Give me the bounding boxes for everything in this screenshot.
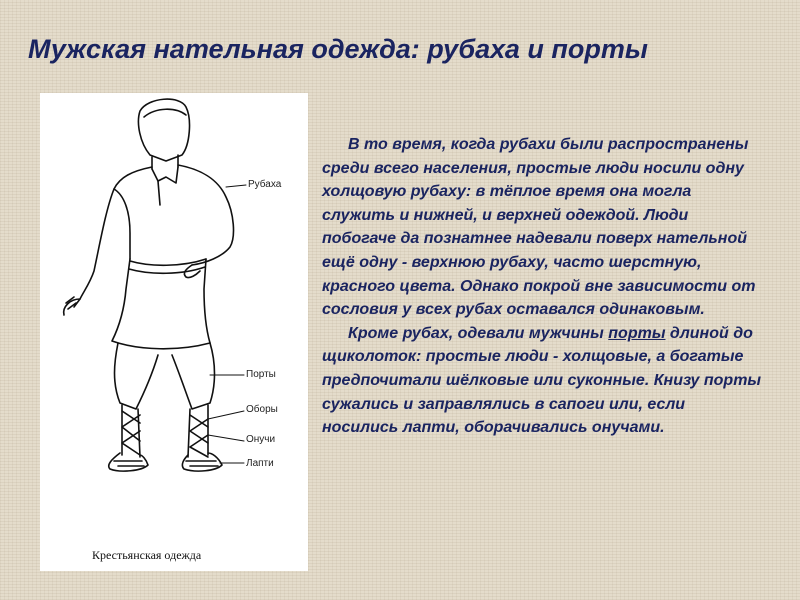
leader-rubakha — [226, 185, 246, 187]
shirt-left-arm — [80, 167, 152, 299]
peasant-figure-drawing — [40, 93, 308, 571]
porty-link[interactable]: порты — [608, 324, 666, 342]
label-lapti: Лапти — [246, 458, 274, 469]
head-outline — [138, 99, 189, 161]
paragraph-shirts: В то время, когда рубахи были распространены среди всего населения, простые люди носили одну холщовую рубаху: в тёплое время она могла служить и нижней, и верхней одеждой. Люди побогаче да познатнее надевали поверх нательной ещё одну - верхнюю рубаху, часто шерстную, красного цвета. Однако покрой вне зависимости от сословия у всех рубах оставался одинаковым. — [322, 136, 756, 319]
right-lapot-weave — [186, 461, 218, 466]
paragraph-trousers-start: Кроме рубах, одевали мужчины — [348, 324, 609, 342]
label-porty: Порты — [246, 369, 276, 380]
left-trouser-leg — [115, 343, 159, 409]
paragraph-trousers-end: длиной до щиколоток: простые люди - холщовые, а богатые предпочитали шёлковые или суконные. Книзу порты сужались и заправлялись в сапоги или, если носились лапти, оборачивались онучами. — [322, 324, 762, 437]
peasant-clothing-illustration — [40, 93, 308, 571]
right-lapot — [182, 453, 222, 471]
paragraph-trousers — [322, 322, 762, 440]
left-lapot-weave — [114, 461, 144, 466]
slide-title: Мужская нательная одежда: рубаха и порты — [28, 34, 648, 64]
right-trouser-leg — [172, 343, 215, 409]
slide-body-text — [322, 133, 762, 440]
leader-obory — [208, 411, 244, 419]
shirt-left-side — [114, 189, 130, 259]
label-rubakha: Рубаха — [248, 179, 282, 190]
shirt-collar — [152, 167, 178, 183]
belt-bottom — [129, 267, 205, 273]
left-hand — [64, 297, 80, 315]
shirt-slit — [158, 181, 160, 205]
shirt-skirt — [112, 259, 210, 349]
left-obory — [122, 411, 140, 455]
left-lapot — [109, 453, 148, 471]
shirt-right-arm — [178, 165, 233, 265]
figure-caption: Крестьянская одежда — [92, 548, 202, 562]
leader-onuchi — [208, 435, 244, 441]
label-obory: Оборы — [246, 404, 278, 415]
hair-line — [144, 109, 186, 117]
right-obory — [190, 415, 208, 457]
label-onuchi: Онучи — [246, 434, 276, 445]
